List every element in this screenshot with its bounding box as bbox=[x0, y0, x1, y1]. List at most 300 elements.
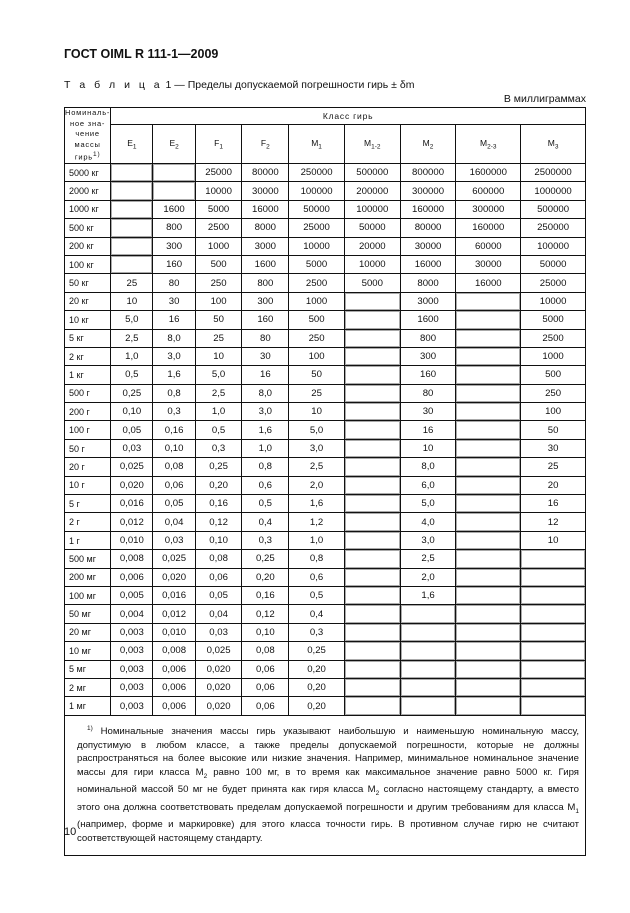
table-row bbox=[65, 255, 586, 273]
table-row bbox=[65, 366, 586, 384]
tolerance-cell: 30000 bbox=[400, 237, 456, 255]
tolerance-cell bbox=[111, 182, 153, 200]
tolerance-cell: 0,5 bbox=[111, 366, 153, 384]
tolerance-cell: 500 bbox=[289, 311, 345, 329]
tolerance-cell: 160 bbox=[242, 311, 289, 329]
tolerance-cell: 0,6 bbox=[242, 476, 289, 494]
tolerance-cell: 5,0 bbox=[111, 311, 153, 329]
tolerance-cell: 1,0 bbox=[195, 403, 242, 421]
tolerance-cell: 80000 bbox=[242, 164, 289, 182]
tolerance-cell: 10 bbox=[521, 531, 586, 549]
nominal-mass-cell: 20 г bbox=[65, 458, 111, 476]
table-row bbox=[65, 660, 586, 678]
class-header-base: F bbox=[260, 137, 267, 148]
tolerance-cell: 0,04 bbox=[153, 513, 195, 531]
tolerance-cell: 0,016 bbox=[153, 586, 195, 604]
nominal-mass-cell: 200 мг bbox=[65, 568, 111, 586]
class-header-base: M bbox=[311, 137, 319, 148]
class-header-base: M bbox=[422, 137, 430, 148]
tolerance-cell: 16 bbox=[153, 311, 195, 329]
tolerance-cell: 25 bbox=[195, 329, 242, 347]
tolerance-cell: 0,010 bbox=[153, 623, 195, 641]
tolerance-cell: 30000 bbox=[242, 182, 289, 200]
tolerance-cell: 50000 bbox=[521, 255, 586, 273]
class-header-sub: 2 bbox=[175, 143, 179, 151]
tolerance-cell bbox=[344, 642, 400, 660]
tolerance-cell: 0,04 bbox=[195, 605, 242, 623]
tolerance-cell: 0,003 bbox=[111, 623, 153, 641]
tolerance-cell: 0,5 bbox=[289, 586, 345, 604]
tolerance-cell: 2,5 bbox=[400, 550, 456, 568]
tolerance-cell: 0,8 bbox=[289, 550, 345, 568]
tolerance-cell: 0,20 bbox=[242, 568, 289, 586]
tolerance-cell: 0,08 bbox=[195, 550, 242, 568]
tolerance-cell bbox=[521, 697, 586, 715]
table-row bbox=[65, 274, 586, 292]
tolerance-cell: 100000 bbox=[521, 237, 586, 255]
tolerance-cell bbox=[400, 697, 456, 715]
table-row bbox=[65, 568, 586, 586]
nominal-mass-cell: 50 г bbox=[65, 439, 111, 457]
table-row bbox=[65, 458, 586, 476]
tolerance-cell bbox=[521, 623, 586, 641]
tolerance-cell bbox=[456, 531, 521, 549]
tolerance-cell: 20 bbox=[521, 476, 586, 494]
tolerance-cell: 800000 bbox=[400, 164, 456, 182]
tolerance-cell bbox=[456, 568, 521, 586]
tolerance-cell: 3,0 bbox=[153, 347, 195, 365]
tolerance-cell bbox=[456, 311, 521, 329]
tolerance-cell: 5000 bbox=[289, 255, 345, 273]
tolerance-cell bbox=[344, 586, 400, 604]
tolerance-cell: 0,025 bbox=[195, 642, 242, 660]
class-header-base: E bbox=[169, 137, 176, 148]
tolerance-cell: 25 bbox=[111, 274, 153, 292]
tolerance-cell: 10000 bbox=[344, 255, 400, 273]
tolerance-cell: 300000 bbox=[400, 182, 456, 200]
tolerance-cell: 160000 bbox=[456, 219, 521, 237]
tolerance-cell bbox=[344, 292, 400, 310]
tolerance-cell: 0,05 bbox=[153, 495, 195, 513]
table-row bbox=[65, 550, 586, 568]
table-row bbox=[65, 678, 586, 696]
tolerance-cell: 0,020 bbox=[195, 678, 242, 696]
class-header-sub: 2-3 bbox=[487, 143, 497, 151]
class-header-base: M bbox=[364, 137, 372, 148]
tolerance-cell bbox=[344, 623, 400, 641]
tolerance-cell bbox=[521, 568, 586, 586]
tolerance-cell bbox=[344, 347, 400, 365]
tolerance-cell: 0,006 bbox=[153, 678, 195, 696]
tolerance-cell: 0,4 bbox=[289, 605, 345, 623]
tolerance-cell: 0,5 bbox=[195, 421, 242, 439]
nominal-mass-cell: 5 мг bbox=[65, 660, 111, 678]
nominal-mass-cell: 10 кг bbox=[65, 311, 111, 329]
tolerance-cell: 500 bbox=[521, 366, 586, 384]
tolerance-cell: 0,003 bbox=[111, 660, 153, 678]
tolerance-cell: 25000 bbox=[195, 164, 242, 182]
tolerance-cell: 250 bbox=[289, 329, 345, 347]
tolerance-cell: 10000 bbox=[289, 237, 345, 255]
tolerance-cell: 6,0 bbox=[400, 476, 456, 494]
tolerance-cell: 50000 bbox=[344, 219, 400, 237]
tolerance-cell: 10 bbox=[400, 439, 456, 457]
tolerance-cell: 200000 bbox=[344, 182, 400, 200]
tolerance-cell: 800 bbox=[400, 329, 456, 347]
tolerance-cell: 0,05 bbox=[195, 586, 242, 604]
nominal-mass-cell: 1 кг bbox=[65, 366, 111, 384]
footnote-sub: 2 bbox=[203, 772, 208, 780]
nominal-mass-cell: 200 г bbox=[65, 403, 111, 421]
table-row bbox=[65, 421, 586, 439]
tolerance-cell bbox=[344, 513, 400, 531]
tolerance-cell: 10000 bbox=[521, 292, 586, 310]
tolerance-cell: 0,3 bbox=[242, 531, 289, 549]
table-row bbox=[65, 642, 586, 660]
tolerance-cell: 25000 bbox=[289, 219, 345, 237]
tolerance-cell bbox=[111, 255, 153, 273]
caption-prefix: Т а б л и ц а bbox=[64, 79, 163, 91]
tolerance-cell: 0,020 bbox=[111, 476, 153, 494]
tolerance-cell: 0,004 bbox=[111, 605, 153, 623]
tolerance-cell: 3,0 bbox=[400, 531, 456, 549]
tolerance-cell: 0,005 bbox=[111, 586, 153, 604]
tolerance-cell bbox=[344, 678, 400, 696]
tolerance-cell: 0,008 bbox=[153, 642, 195, 660]
tolerance-cell: 5,0 bbox=[400, 495, 456, 513]
tolerance-cell: 0,25 bbox=[195, 458, 242, 476]
tolerance-cell: 100000 bbox=[344, 200, 400, 218]
nominal-mass-cell: 500 мг bbox=[65, 550, 111, 568]
tolerance-cell bbox=[456, 642, 521, 660]
tolerance-cell: 0,12 bbox=[242, 605, 289, 623]
tolerance-cell: 1600 bbox=[242, 255, 289, 273]
tolerance-cell: 2,5 bbox=[195, 384, 242, 402]
tolerance-cell: 0,20 bbox=[289, 697, 345, 715]
table-row bbox=[65, 623, 586, 641]
class-header bbox=[111, 125, 153, 164]
tolerance-cell: 1000000 bbox=[521, 182, 586, 200]
tolerance-cell: 0,10 bbox=[242, 623, 289, 641]
nominal-mass-cell: 100 г bbox=[65, 421, 111, 439]
tolerance-cell: 0,012 bbox=[111, 513, 153, 531]
tolerance-cell: 0,025 bbox=[111, 458, 153, 476]
tolerance-cell bbox=[521, 605, 586, 623]
class-header-base: F bbox=[214, 137, 220, 148]
tolerance-cell: 2500 bbox=[195, 219, 242, 237]
tolerance-cell bbox=[456, 476, 521, 494]
tolerance-cell: 0,006 bbox=[153, 660, 195, 678]
nominal-mass-cell: 100 мг bbox=[65, 586, 111, 604]
tolerance-cell bbox=[344, 697, 400, 715]
tolerance-cell bbox=[344, 458, 400, 476]
table-row bbox=[65, 476, 586, 494]
tolerance-cell: 30000 bbox=[456, 255, 521, 273]
tolerance-cell: 16 bbox=[521, 495, 586, 513]
tolerance-cell: 0,06 bbox=[242, 678, 289, 696]
tolerance-table bbox=[64, 107, 586, 856]
document-title: ГОСТ OIML R 111-1—2009 bbox=[64, 47, 219, 61]
tolerance-cell: 30 bbox=[521, 439, 586, 457]
tolerance-cell: 50 bbox=[521, 421, 586, 439]
nominal-mass-cell: 10 г bbox=[65, 476, 111, 494]
tolerance-cell: 0,16 bbox=[195, 495, 242, 513]
class-header-base: M bbox=[480, 137, 488, 148]
tolerance-cell bbox=[456, 347, 521, 365]
tolerance-cell: 3000 bbox=[400, 292, 456, 310]
nominal-mass-cell: 5 кг bbox=[65, 329, 111, 347]
tolerance-cell: 5,0 bbox=[289, 421, 345, 439]
tolerance-cell: 50 bbox=[195, 311, 242, 329]
tolerance-cell: 0,025 bbox=[153, 550, 195, 568]
nominal-mass-cell: 5 г bbox=[65, 495, 111, 513]
table-row bbox=[65, 384, 586, 402]
tolerance-cell: 25000 bbox=[521, 274, 586, 292]
tolerance-cell: 0,03 bbox=[195, 623, 242, 641]
tolerance-cell bbox=[153, 182, 195, 200]
tolerance-cell: 1000 bbox=[289, 292, 345, 310]
tolerance-cell bbox=[400, 678, 456, 696]
tolerance-cell bbox=[400, 660, 456, 678]
tolerance-cell bbox=[344, 476, 400, 494]
tolerance-cell: 1000 bbox=[195, 237, 242, 255]
table-row bbox=[65, 182, 586, 200]
tolerance-cell: 4,0 bbox=[400, 513, 456, 531]
tolerance-cell bbox=[456, 678, 521, 696]
tolerance-cell: 50 bbox=[289, 366, 345, 384]
tolerance-cell: 250000 bbox=[521, 219, 586, 237]
tolerance-cell: 10000 bbox=[195, 182, 242, 200]
tolerance-cell: 5000 bbox=[521, 311, 586, 329]
table-row bbox=[65, 403, 586, 421]
tolerance-cell bbox=[456, 623, 521, 641]
tolerance-cell bbox=[456, 439, 521, 457]
tolerance-cell: 300 bbox=[242, 292, 289, 310]
tolerance-cell bbox=[456, 513, 521, 531]
table-row bbox=[65, 237, 586, 255]
nominal-mass-cell: 1000 кг bbox=[65, 200, 111, 218]
tolerance-cell: 500000 bbox=[521, 200, 586, 218]
tolerance-cell: 5000 bbox=[344, 274, 400, 292]
nominal-mass-cell: 2 мг bbox=[65, 678, 111, 696]
tolerance-cell: 0,20 bbox=[195, 476, 242, 494]
tolerance-cell bbox=[153, 164, 195, 182]
class-header bbox=[521, 125, 586, 164]
table-row bbox=[65, 697, 586, 715]
tolerance-cell: 0,03 bbox=[153, 531, 195, 549]
tolerance-cell bbox=[521, 678, 586, 696]
tolerance-cell: 0,25 bbox=[289, 642, 345, 660]
tolerance-cell bbox=[456, 384, 521, 402]
nominal-mass-cell: 1 мг bbox=[65, 697, 111, 715]
tolerance-cell: 3,0 bbox=[242, 403, 289, 421]
tolerance-cell: 160 bbox=[400, 366, 456, 384]
tolerance-cell: 1,0 bbox=[111, 347, 153, 365]
class-header bbox=[456, 125, 521, 164]
tolerance-cell: 0,4 bbox=[242, 513, 289, 531]
tolerance-cell: 25 bbox=[289, 384, 345, 402]
nominal-mass-cell: 1 г bbox=[65, 531, 111, 549]
tolerance-cell: 10 bbox=[111, 292, 153, 310]
tolerance-cell: 0,003 bbox=[111, 697, 153, 715]
tolerance-cell: 0,20 bbox=[289, 660, 345, 678]
table-row bbox=[65, 164, 586, 182]
nominal-mass-cell: 2 г bbox=[65, 513, 111, 531]
tolerance-cell bbox=[344, 531, 400, 549]
tolerance-cell: 0,010 bbox=[111, 531, 153, 549]
table-row bbox=[65, 513, 586, 531]
table-row bbox=[65, 200, 586, 218]
nominal-mass-cell: 2000 кг bbox=[65, 182, 111, 200]
tolerance-cell: 80 bbox=[242, 329, 289, 347]
tolerance-cell: 0,003 bbox=[111, 678, 153, 696]
table-row bbox=[65, 605, 586, 623]
tolerance-cell: 800 bbox=[153, 219, 195, 237]
tolerance-cell: 0,5 bbox=[242, 495, 289, 513]
tolerance-cell: 250 bbox=[195, 274, 242, 292]
tolerance-cell: 1600000 bbox=[456, 164, 521, 182]
class-header-sub: 3 bbox=[554, 143, 559, 151]
footnote-text: Номинальные значения массы гирь указывают наибольшую и наименьшую номинальную массу, допустимую в любом классе, а также пределы допускаемой погрешности, которые не должны распространяться на более высокие или низкие значения. Например, минимальное номинальное значение массы для гири класса M bbox=[77, 725, 579, 778]
class-header-sub: 1-2 bbox=[371, 143, 381, 151]
table-row bbox=[65, 439, 586, 457]
tolerance-cell: 0,8 bbox=[242, 458, 289, 476]
tolerance-cell bbox=[111, 219, 153, 237]
tolerance-cell: 1,6 bbox=[153, 366, 195, 384]
tolerance-cell: 0,10 bbox=[195, 531, 242, 549]
tolerance-cell: 0,12 bbox=[195, 513, 242, 531]
class-header-base: E bbox=[127, 137, 133, 148]
tolerance-cell: 80000 bbox=[400, 219, 456, 237]
tolerance-cell: 25 bbox=[521, 458, 586, 476]
class-header-sub: 1 bbox=[219, 143, 223, 151]
tolerance-cell: 0,020 bbox=[153, 568, 195, 586]
tolerance-cell: 8000 bbox=[400, 274, 456, 292]
tolerance-cell: 1,0 bbox=[289, 531, 345, 549]
tolerance-cell: 8,0 bbox=[400, 458, 456, 476]
tolerance-cell bbox=[344, 568, 400, 586]
tolerance-cell: 0,03 bbox=[111, 439, 153, 457]
tolerance-cell: 16 bbox=[400, 421, 456, 439]
tolerance-cell: 0,006 bbox=[111, 568, 153, 586]
class-header bbox=[289, 125, 345, 164]
tolerance-cell: 10 bbox=[195, 347, 242, 365]
tolerance-cell: 500 bbox=[195, 255, 242, 273]
tolerance-cell bbox=[344, 329, 400, 347]
tolerance-cell: 30 bbox=[400, 403, 456, 421]
tolerance-cell: 16000 bbox=[400, 255, 456, 273]
table-row bbox=[65, 531, 586, 549]
tolerance-cell: 0,020 bbox=[195, 660, 242, 678]
tolerance-cell bbox=[344, 660, 400, 678]
tolerance-cell: 0,10 bbox=[111, 403, 153, 421]
tolerance-cell bbox=[521, 660, 586, 678]
footnote-mark: 1) bbox=[87, 724, 93, 732]
tolerance-cell bbox=[344, 311, 400, 329]
tolerance-cell bbox=[111, 237, 153, 255]
footnote-sub: 2 bbox=[375, 790, 380, 798]
tolerance-cell bbox=[344, 384, 400, 402]
tolerance-cell bbox=[456, 660, 521, 678]
tolerance-cell: 1,0 bbox=[242, 439, 289, 457]
units-label: В миллиграммах bbox=[503, 93, 586, 105]
tolerance-cell: 2500 bbox=[521, 329, 586, 347]
tolerance-cell: 2,0 bbox=[289, 476, 345, 494]
tolerance-cell: 0,06 bbox=[153, 476, 195, 494]
tolerance-cell bbox=[400, 605, 456, 623]
table-row bbox=[65, 495, 586, 513]
tolerance-cell: 0,3 bbox=[153, 403, 195, 421]
tolerance-cell: 1600 bbox=[153, 200, 195, 218]
nominal-mass-cell: 200 кг bbox=[65, 237, 111, 255]
tolerance-cell: 0,25 bbox=[111, 384, 153, 402]
tolerance-cell: 0,012 bbox=[153, 605, 195, 623]
tolerance-cell: 160000 bbox=[400, 200, 456, 218]
tolerance-cell: 2,5 bbox=[289, 458, 345, 476]
tolerance-cell bbox=[521, 586, 586, 604]
tolerance-cell: 0,16 bbox=[242, 586, 289, 604]
tolerance-cell: 100 bbox=[521, 403, 586, 421]
tolerance-cell bbox=[456, 550, 521, 568]
class-header-sub: 1 bbox=[132, 143, 137, 151]
tolerance-cell bbox=[344, 403, 400, 421]
tolerance-cell bbox=[400, 623, 456, 641]
tolerance-cell: 12 bbox=[521, 513, 586, 531]
footnote-ref: 1) bbox=[93, 151, 101, 158]
tolerance-cell: 0,3 bbox=[195, 439, 242, 457]
tolerance-cell: 0,06 bbox=[195, 568, 242, 586]
tolerance-cell: 0,020 bbox=[195, 697, 242, 715]
nominal-mass-header bbox=[65, 108, 111, 164]
class-group-header: Класс гирь bbox=[111, 108, 586, 125]
nominal-mass-cell: 100 кг bbox=[65, 255, 111, 273]
nominal-mass-cell: 20 мг bbox=[65, 623, 111, 641]
tolerance-cell: 2500000 bbox=[521, 164, 586, 182]
tolerance-cell: 250000 bbox=[289, 164, 345, 182]
tolerance-cell: 16000 bbox=[242, 200, 289, 218]
tolerance-cell bbox=[344, 421, 400, 439]
nominal-mass-cell: 50 мг bbox=[65, 605, 111, 623]
class-header bbox=[400, 125, 456, 164]
tolerance-cell: 300 bbox=[400, 347, 456, 365]
class-header-sub: 1 bbox=[318, 143, 322, 151]
class-header-sub: 2 bbox=[429, 143, 434, 151]
class-header bbox=[195, 125, 242, 164]
tolerance-cell bbox=[456, 329, 521, 347]
tolerance-cell: 500000 bbox=[344, 164, 400, 182]
caption-text: 1 — Пределы допускаемой погрешности гирь ± δm bbox=[165, 79, 415, 91]
tolerance-cell bbox=[456, 421, 521, 439]
tolerance-cell: 5,0 bbox=[195, 366, 242, 384]
tolerance-cell: 1,6 bbox=[242, 421, 289, 439]
tolerance-cell: 1,6 bbox=[400, 586, 456, 604]
tolerance-cell: 10 bbox=[289, 403, 345, 421]
tolerance-cell bbox=[456, 495, 521, 513]
tolerance-cell: 1,6 bbox=[289, 495, 345, 513]
tolerance-cell: 8,0 bbox=[153, 329, 195, 347]
tolerance-cell: 300000 bbox=[456, 200, 521, 218]
tolerance-cell: 0,20 bbox=[289, 678, 345, 696]
nominal-mass-cell: 50 кг bbox=[65, 274, 111, 292]
tolerance-cell: 60000 bbox=[456, 237, 521, 255]
tolerance-cell bbox=[521, 642, 586, 660]
tolerance-cell: 1,2 bbox=[289, 513, 345, 531]
tolerance-cell: 0,3 bbox=[289, 623, 345, 641]
tolerance-cell: 0,008 bbox=[111, 550, 153, 568]
tolerance-cell bbox=[456, 605, 521, 623]
class-header bbox=[153, 125, 195, 164]
tolerance-cell: 8000 bbox=[242, 219, 289, 237]
